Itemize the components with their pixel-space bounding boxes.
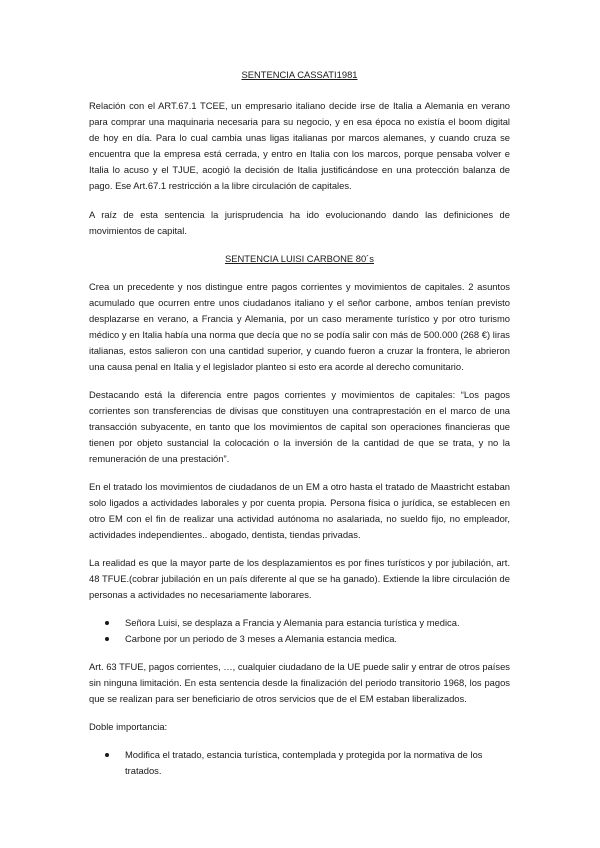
bullet-icon: [105, 637, 109, 641]
list-item-text: Señora Luisi, se desplaza a Francia y Alemania para estancia turística y medica.: [125, 617, 460, 628]
paragraph-art-63: Art. 63 TFUE, pagos corrientes, …, cualquier ciudadano de la UE puede salir y entrar de otros países sin ninguna limitación. En esta sentencia desde la finalización del periodo transitorio 1968, los pagos que se realizan para ser beneficiario de otros servicios que de el EM estaban liberalizados.: [89, 661, 510, 704]
bullet-list-cases: [89, 615, 510, 647]
paragraph-jurisprudence: A raíz de esta sentencia la jurisprudencia ha ido evolucionando dando las definiciones de movimientos de capital.: [89, 209, 510, 236]
paragraph-precedent: Crea un precedente y nos distingue entre pagos corrientes y movimientos de capitales. 2 asuntos acumulado que ocurren entre unos ciudadanos italiano y el señor carbone, ambos tenían previsto desplazarse en verano, a Francia y Alemania, por un caso meramente turístico y por otro turismo médico y en Italia había una norma que decía que no se podía salir con más de 500.000 (268 €) liras italianas, estos salieron con una cantidad superior, y cuando fueron a cruzar la frontera, le abrieron una causa penal en Italia y el legislador planteo si esto era acorde al derecho comunitario.: [89, 281, 510, 372]
list-item: [89, 615, 510, 631]
list-item-text: Modifica el tratado, estancia turística, contemplada y protegida por la normativa de los tratados.: [125, 749, 483, 776]
paragraph-payments-definition: Destacando está la diferencia entre pagos corrientes y movimientos de capitales: “Los pagos corrientes son transferencias de divisas que constituyen una contraprestación en el marco de una transacción subyacente, en tanto que los movimientos de capital son operaciones financieras que tienen por objeto sustancial la colocación o la inversión de la cantidad de que se trata, y no la remuneración de una prestación”.: [89, 389, 510, 464]
paragraph-double-importance: Doble importancia:: [89, 721, 168, 732]
paragraph-treaty-movements: En el tratado los movimientos de ciudadanos de un EM a otro hasta el tratado de Maastricht estaban solo ligados a actividades laborales y por cuenta propia. Persona física o jurídica, se establecen en otro EM con el fin de realizar una actividad autónoma no asalariada, no sueldo fijo, no empleador, actividades independientes.. abogado, dentista, tiendas privadas.: [89, 481, 510, 540]
bullet-list-importance: [89, 747, 510, 779]
list-item: [89, 747, 510, 779]
section-title-luisi-carbone: SENTENCIA LUISI CARBONE 80´s: [225, 253, 374, 264]
list-item: [89, 631, 510, 647]
section-title-cassati: SENTENCIA CASSATI1981: [241, 69, 358, 80]
list-item-text: Carbone por un periodo de 3 meses a Alemania estancia medica.: [125, 633, 398, 644]
paragraph-cassati: Relación con el ART.67.1 TCEE, un empresario italiano decide irse de Italia a Alemania en verano para comprar una maquinaria necesaria para su negocio, y en esa época no existía el boom digital de hoy en día. Para lo cual cambia unas ligas italianas por marcos alemanes, y cuando cruza se encuentra que la empresa está cerrada, y entro en Italia con los marcos, porque pensaba volver e Italia lo acuso y el TJUE, acogió la decisión de Italia justificándose en una protección balanza de pago. Ese Art.67.1 restricción a la libre circulación de capitales.: [89, 100, 510, 191]
paragraph-reality: La realidad es que la mayor parte de los desplazamientos es por fines turísticos y por jubilación, art. 48 TFUE.(cobrar jubilación en un país diferente al que se ha ganado). Extiende la libre circulación de personas a actividades no necesariamente laborares.: [89, 557, 510, 600]
bullet-icon: [105, 621, 109, 625]
bullet-icon: [105, 753, 109, 757]
